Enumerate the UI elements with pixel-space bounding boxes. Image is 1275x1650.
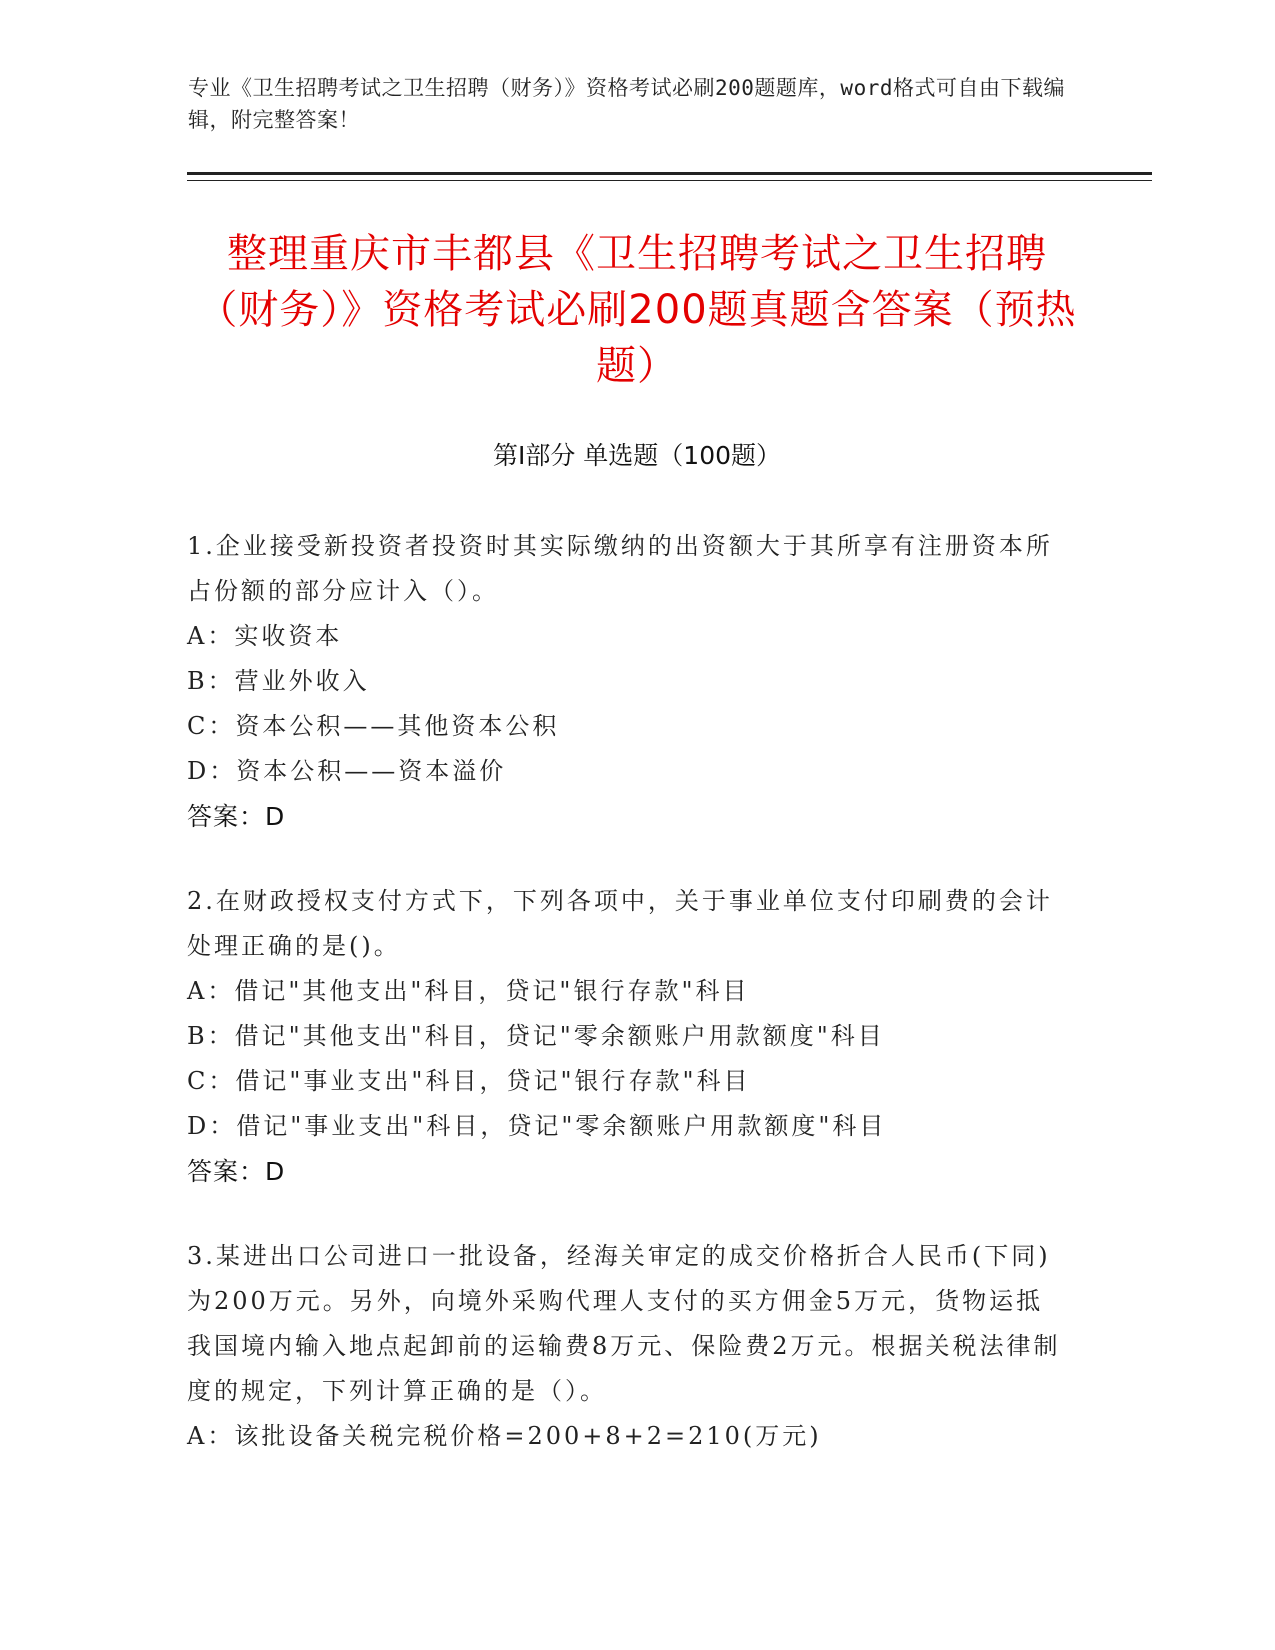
- answer: 答案：D: [187, 802, 286, 831]
- option-c: C：资本公积——其他资本公积: [187, 712, 560, 740]
- question-stem: 3.某进出口公司进口一批设备，经海关审定的成交价格折合人民币(下同)为200万元。另外，向境外采购代理人支付的买方佣金5万元，货物运抵我国境内输入地点起卸前的运输费8万元、保险费2万元。根据关税法律制度的规定，下列计算正确的是（）。: [187, 1242, 1061, 1405]
- section-heading: 第Ⅰ部分 单选题（100题）: [492, 441, 782, 470]
- question-stem: 1.企业接受新投资者投资时其实际缴纳的出资额大于其所享有注册资本所占份额的部分应计入（）。: [187, 532, 1053, 605]
- question-1: [187, 524, 1067, 839]
- question-2: [187, 879, 1067, 1194]
- document-title: 整理重庆市丰都县《卫生招聘考试之卫生招聘（财务）》资格考试必刷200题真题含答案（预热题）: [197, 231, 1077, 389]
- question-list: [187, 524, 1067, 1499]
- option-a: A：该批设备关税完税价格=200+8+2=210(万元): [187, 1422, 822, 1450]
- option-a: A：借记"其他支出"科目，贷记"银行存款"科目: [187, 977, 750, 1005]
- header-note: 专业《卫生招聘考试之卫生招聘（财务）》资格考试必刷200题题库，word格式可自由下载编辑，附完整答案！: [188, 76, 1065, 132]
- question-3: [187, 1234, 1067, 1459]
- option-b: B：营业外收入: [187, 667, 370, 695]
- question-stem: 2.在财政授权支付方式下，下列各项中，关于事业单位支付印刷费的会计处理正确的是()。: [187, 887, 1053, 960]
- option-c: C：借记"事业支出"科目，贷记"银行存款"科目: [187, 1067, 751, 1095]
- header-divider-thick: [187, 172, 1152, 175]
- header-divider-thin: [187, 180, 1152, 181]
- option-d: D：资本公积——资本溢价: [187, 757, 507, 785]
- option-a: A：实收资本: [187, 622, 343, 650]
- option-b: B：借记"其他支出"科目，贷记"零余额账户用款额度"科目: [187, 1022, 885, 1050]
- option-d: D：借记"事业支出"科目，贷记"零余额账户用款额度"科目: [187, 1112, 887, 1140]
- answer: 答案：D: [187, 1157, 286, 1186]
